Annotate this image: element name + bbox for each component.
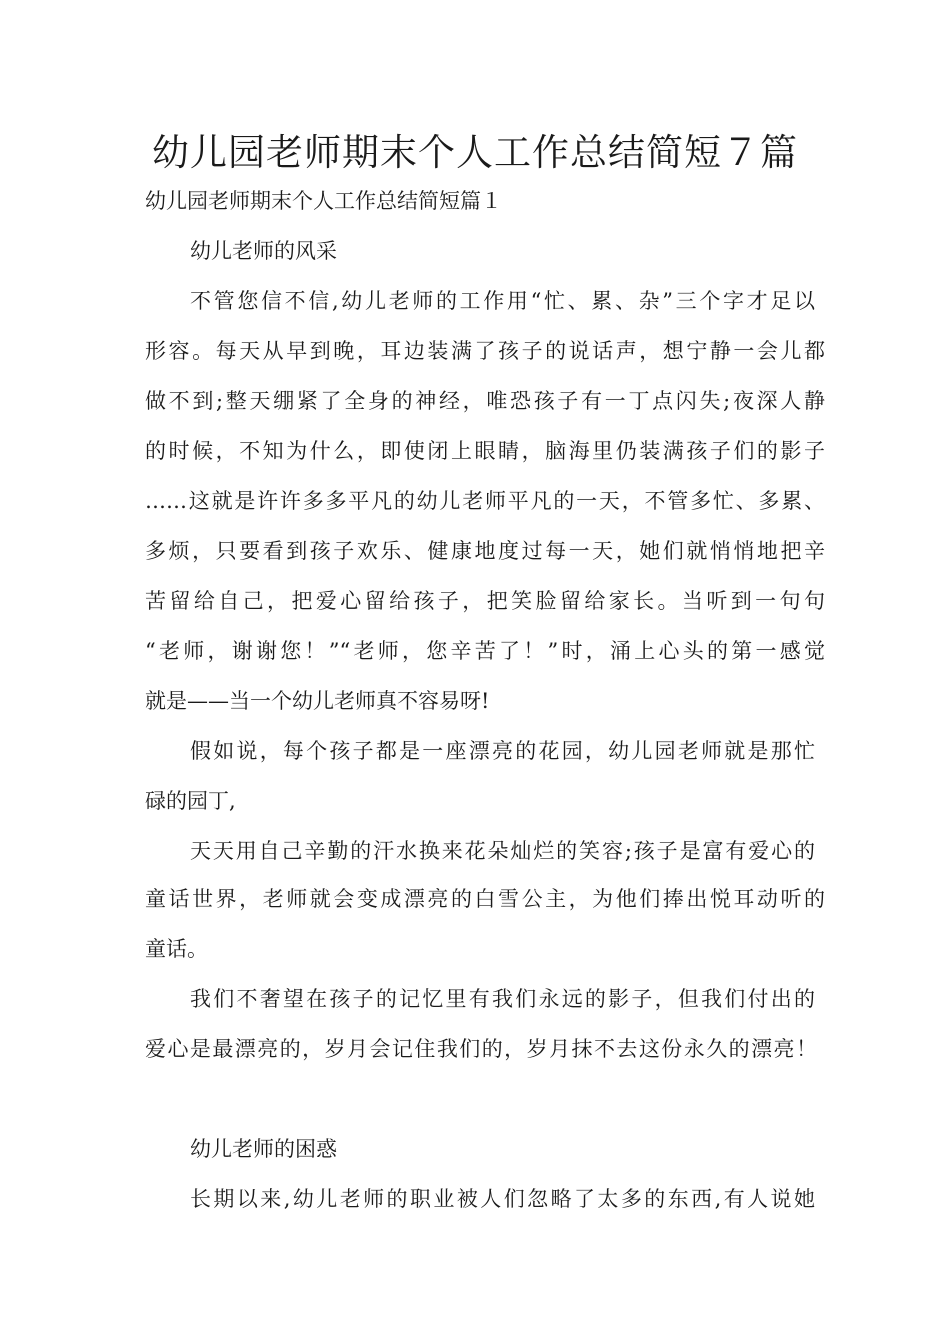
paragraph-line: 童话。 <box>145 937 208 961</box>
paragraph-line: “老师，谢谢您！”“老师，您辛苦了！”时，涌上心头的第一感觉 <box>145 639 825 663</box>
paragraph-line: ……这就是许许多多平凡的幼儿老师平凡的一天，不管多忙、多累、 <box>145 489 825 513</box>
paragraph-line: 天天用自己辛勤的汗水换来花朵灿烂的笑容;孩子是富有爱心的 <box>190 839 815 863</box>
paragraph-line: 爱心是最漂亮的，岁月会记住我们的，岁月抹不去这份永久的漂亮！ <box>145 1037 817 1061</box>
paragraph-line: 不管您信不信,幼儿老师的工作用“忙、累、杂”三个字才足以 <box>190 289 815 313</box>
paragraph-line: 苦留给自己，把爱心留给孩子，把笑脸留给家长。当听到一句句 <box>145 589 825 613</box>
paragraph-line: 碌的园丁, <box>145 789 236 813</box>
paragraph-line: 形容。每天从早到晚，耳边装满了孩子的说话声，想宁静一会儿都 <box>145 339 825 363</box>
paragraph-line: 就是——当一个幼儿老师真不容易呀! <box>145 689 490 713</box>
section-heading-confusion: 幼儿老师的困惑 <box>190 1137 337 1161</box>
paragraph-line: 童话世界，老师就会变成漂亮的白雪公主，为他们捧出悦耳动听的 <box>145 887 825 911</box>
section-heading-style: 幼儿老师的风采 <box>190 239 337 263</box>
paragraph-line: 长期以来,幼儿老师的职业被人们忽略了太多的东西,有人说她 <box>190 1187 815 1211</box>
document-subtitle: 幼儿园老师期末个人工作总结简短篇１ <box>145 189 502 213</box>
paragraph-line: 做不到;整天绷紧了全身的神经，唯恐孩子有一丁点闪失;夜深人静 <box>145 389 825 413</box>
paragraph-line: 多烦，只要看到孩子欢乐、健康地度过每一天，她们就悄悄地把辛 <box>145 539 825 563</box>
paragraph-line: 假如说，每个孩子都是一座漂亮的花园，幼儿园老师就是那忙 <box>190 739 815 763</box>
paragraph-line: 的时候，不知为什么，即使闭上眼睛，脑海里仍装满孩子们的影子 <box>145 439 825 463</box>
paragraph-line: 我们不奢望在孩子的记忆里有我们永远的影子，但我们付出的 <box>190 987 815 1011</box>
document-title: 幼儿园老师期末个人工作总结简短７篇 <box>152 131 798 174</box>
